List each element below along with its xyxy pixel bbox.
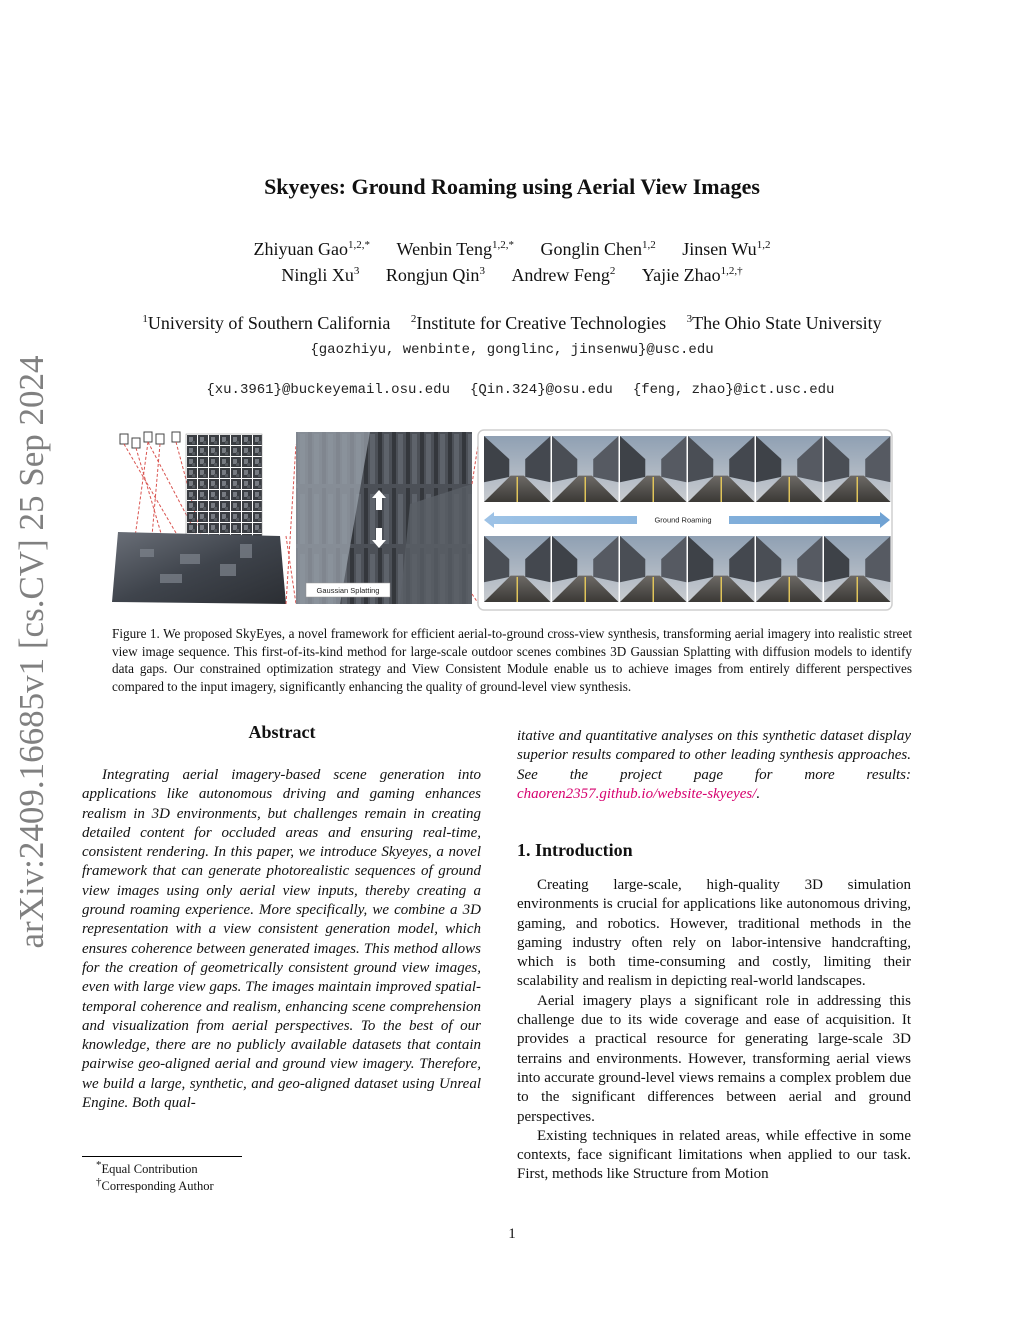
author: Andrew Feng$^2$ [511,265,616,285]
gaussian-splatting-label: Gaussian Splatting [316,586,380,595]
intro-paragraph: Creating large-scale, high-quality 3D simulation environments is crucial for applications like autonomous driving, gaming, and robotics. However, traditional methods in the gaming industry often rely on labor-intensive handcrafting, which is both time-consuming and costly, limiting their scalability and realism in depicting real-world landscapes. [517,877,911,990]
page-number: 1 [508,1226,516,1242]
affiliation: $^3$The Ohio State University [686,313,882,333]
footnote: *Equal Contribution [96,1158,198,1176]
email: {xu.3961}@buckeyemail.osu.edu [206,382,450,398]
author-line-1 [0,239,1024,260]
ground-view-thumbnail [824,536,891,602]
ground-view-thumbnail [688,536,755,602]
camera-icons [120,432,180,448]
ground-view-thumbnail [484,436,551,502]
author: Wenbin Teng$^{1,2,*}$ [396,239,514,259]
intro-paragraph: Existing techniques in related areas, while effective in some contexts, face significant limitations when applied to our task. First, methods like Structure from Motion [517,1127,911,1183]
aerial-city-view [112,532,286,604]
ground-view-thumbnail [620,536,687,602]
intro-text [517,876,911,1185]
ground-roaming-panel [478,430,892,610]
ground-view-thumbnail [756,536,823,602]
affiliations [0,313,1024,334]
ground-view-thumbnail [688,436,755,502]
email: {feng, zhao}@ict.usc.edu [632,382,835,398]
abstract-text: Integrating aerial imagery-based scene generation into applications like autonomous driving and gaming enhances realism in 3D environments, but challenges remain in creating detailed content for occluded areas and ensuring real-time, consistent rendering. In this paper, we introduce Skyeyes, a novel framework that can generate photorealistic sequences of ground view images using only aerial view inputs, thereby creating a ground roaming experience. More specifically, we combine a 3D representation with a view consistent generation model, which ensures coherence between generated images. This method allows for the creation of geometrically consistent ground view images, even with large view gaps. The images maintain improved spatial-temporal coherence and realism, enhancing scene comprehension and visualization from aerial perspectives. To the best of our knowledge, there are no publicly available datasets that contain pairwise geo-aligned aerial and ground view imagery. Therefore, we build a large, synthetic, and geo-aligned dataset using Unreal Engine. Both qual- [82,767,481,1112]
author-line-2 [0,265,1024,286]
abstract-heading: Abstract [248,722,316,742]
teaser-figure [110,424,910,614]
ground-view-thumbnail [552,436,619,502]
author: Zhiyuan Gao$^{1,2,*}$ [253,239,371,259]
ground-view-thumbnail [756,436,823,502]
footnotes [96,1158,214,1194]
author: Gonglin Chen$^{1,2}$ [540,239,656,259]
footnote-rule [82,1156,242,1157]
author: Rongjun Qin$^3$ [385,265,485,285]
ground-roaming-label: Ground Roaming [654,515,712,525]
ground-view-thumbnail [484,536,551,602]
intro-paragraph: Aerial imagery plays a significant role in addressing this challenge due to its wide coverage and ease of acquisition. It provides a practical resource for generating large-scale 3D terrains and environments. However, transforming aerial views into accurate ground-level views remains a complex problem due to the significant differences between aerial and ground perspectives. [517,992,911,1125]
aerial-image-grid [186,434,262,544]
abstract-continued-text: itative and quantitative analyses on this synthetic dataset display superior results compared to other leading synthesis approaches. See the project page for more results: [517,728,911,783]
author: Ningli Xu$^3$ [281,265,360,285]
author: Yajie Zhao$^{1,2,\dagger}$ [641,265,743,285]
affiliation: $^2$Institute for Creative Technologies [410,313,667,333]
gaussian-splatting-panel [296,432,472,604]
ground-view-thumbnail [552,536,619,602]
paper-title: Skyeyes: Ground Roaming using Aerial View Images [264,174,760,199]
intro-heading: 1. Introduction [517,840,633,860]
affiliation: $^1$University of Southern California [142,313,391,333]
author: Jinsen Wu$^{1,2}$ [682,239,771,259]
email: {Qin.324}@osu.edu [469,382,613,398]
project-link[interactable]: chaoren2357.github.io/website-skyeyes/ [517,785,757,802]
ground-view-thumbnail [824,436,891,502]
ground-view-thumbnail [620,436,687,502]
footnote: †Corresponding Author [96,1175,214,1193]
arxiv-stamp: arXiv:2409.16685v1 [cs.CV] 25 Sep 2024 [12,355,51,949]
email-line-1: {gaozhiyu, wenbinte, gonglinc, jinsenwu}@usc.edu [310,342,714,358]
figure-caption: Figure 1. We proposed SkyEyes, a novel framework for efficient aerial-to-ground cross-view synthesis, transforming aerial imagery into realistic street view image sequence. This first-of-its-kind method for large-scale outdoor scenes combines 3D Gaussian Splatting with diffusion models to identify data gaps. Our constrained optimization strategy and View Consistent Module enable us to achieve images from entirely different perspectives compared to the input imagery, significantly enhancing the quality of ground-level view synthesis. [112,626,912,694]
abstract-continued: itative and quantitative analyses on this synthetic dataset display superior results compared to other leading synthesis approaches. See the project page for more results: chaoren2357.github.io/website-skyeyes/. [517,728,911,802]
email-line-2 [0,366,1024,398]
